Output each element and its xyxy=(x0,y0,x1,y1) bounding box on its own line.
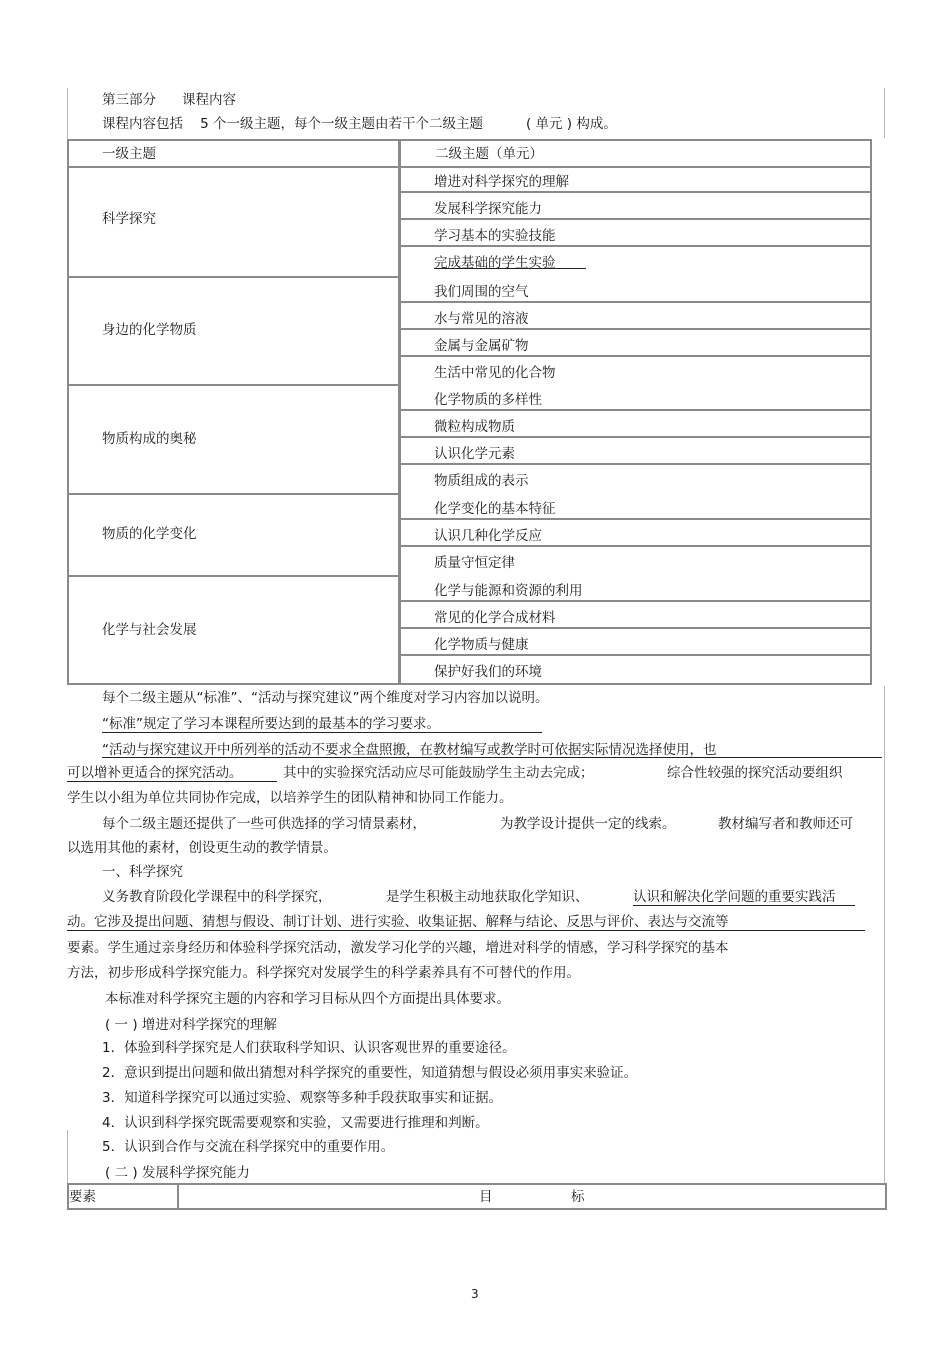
subtopic-row xyxy=(400,520,872,547)
left-margin-line xyxy=(67,88,68,140)
para-inquiry-line1a: 义务教育阶段化学课程中的科学探究， xyxy=(102,889,332,905)
part-label: 第三部分 xyxy=(102,92,156,108)
subtopic-label: 生活中常见的化合物 xyxy=(434,365,556,381)
subtopic-row xyxy=(400,575,872,602)
subtopic-label: 水与常见的溶液 xyxy=(434,311,529,327)
para-materials-line1a: 每个二级主题还提供了一些可供选择的学习情景素材， xyxy=(102,816,426,832)
section-label: 课程内容 xyxy=(182,92,236,108)
para-inquiry-line3: 要素。学生通过亲身经历和体验科学探究活动，激发学习化学的兴趣，增进对科学的情感，学习科学探究的基本 xyxy=(67,940,729,956)
subtopic-row xyxy=(400,276,872,303)
left-margin-line-lower xyxy=(67,1130,68,1183)
para-materials-line1b: 为教学设计提供一定的线索。 xyxy=(500,816,676,832)
subtopic-label: 常见的化学合成材料 xyxy=(434,610,556,626)
col-goal-a: 目 xyxy=(479,1189,493,1205)
right-margin-line-lower xyxy=(884,686,885,1183)
para-materials-line1c: 教材编写者和教师还可 xyxy=(718,816,853,832)
group-cell xyxy=(67,166,400,278)
subtopic-label: 化学变化的基本特征 xyxy=(434,501,556,517)
subtopic-row xyxy=(400,166,872,193)
underline-mark xyxy=(102,732,542,733)
list-item: 3．知道科学探究可以通过实验、观察等多种手段获取事实和证据。 xyxy=(102,1090,503,1106)
para-activity-line2c: 综合性较强的探究活动要组织 xyxy=(667,765,843,781)
subtopic-label: 保护好我们的环境 xyxy=(434,664,542,680)
subtopic-label: 化学物质与健康 xyxy=(434,637,529,653)
col2-header: 二级主题（单元） xyxy=(435,146,543,162)
subtopic-row xyxy=(400,656,872,683)
subtopic-row xyxy=(400,602,872,629)
subtopic-label: 质量守恒定律 xyxy=(434,555,515,571)
topic-table xyxy=(67,139,872,685)
subtopic-label: 认识化学元素 xyxy=(434,446,515,462)
subsection-heading-2: ( 二 ) 发展科学探究能力 xyxy=(105,1165,250,1181)
page-number: 3 xyxy=(471,1287,479,1301)
subtopic-row xyxy=(400,220,872,247)
subtopic-row xyxy=(400,438,872,465)
subtopic-row xyxy=(400,384,872,411)
subtopic-row xyxy=(400,493,872,520)
subtopic-label: 增进对科学探究的理解 xyxy=(434,174,569,190)
para-inquiry-line1b: 是学生积极主动地获取化学知识、 xyxy=(386,889,589,905)
para-materials-line2: 以选用其他的素材，创设更生动的教学情景。 xyxy=(67,840,337,856)
header-cell-level2 xyxy=(400,139,872,168)
underline-mark xyxy=(102,757,882,758)
subtopic-label: 微粒构成物质 xyxy=(434,419,515,435)
group-name: 物质的化学变化 xyxy=(102,526,197,542)
subtopic-label: 物质组成的表示 xyxy=(434,473,529,489)
subtopic-row xyxy=(400,465,872,492)
para-activity-line2b: 其中的实验探究活动应尽可能鼓励学生主动去完成； xyxy=(283,765,594,781)
para-standard: “标准”规定了学习本课程所要达到的最基本的学习要求。 xyxy=(102,716,440,732)
para-activity-line1: “活动与探究建议开中所列举的活动不要求全盘照搬，在教材编写或教学时可依据实际情况选择使用，也 xyxy=(102,742,717,758)
subtopic-row xyxy=(400,411,872,438)
list-item: 2．意识到提出问题和做出猜想对科学探究的重要性，知道猜想与假设必须用事实来验证。 xyxy=(102,1065,638,1081)
right-margin-line xyxy=(884,88,885,138)
group-cell xyxy=(67,276,400,386)
list-item: 4．认识到科学探究既需要观察和实验，又需要进行推理和判断。 xyxy=(102,1115,489,1131)
list-item: 1．体验到科学探究是人们获取科学知识、认识客观世界的重要途径。 xyxy=(102,1040,516,1056)
para-inquiry-line2: 动。它涉及提出问题、猜想与假设、制订计划、进行实验、收集证据、解释与结论、反思与评价、表达与交流等 xyxy=(67,914,729,930)
column-divider xyxy=(177,1185,179,1208)
group-name: 科学探究 xyxy=(102,211,156,227)
group-name: 化学与社会发展 xyxy=(102,622,197,638)
subtopic-label: 发展科学探究能力 xyxy=(434,201,542,217)
group-name: 身边的化学物质 xyxy=(102,322,197,338)
para-requirements: 本标准对科学探究主题的内容和学习目标从四个方面提出具体要求。 xyxy=(105,991,510,1007)
subtopic-row xyxy=(400,629,872,656)
group-cell xyxy=(67,493,400,577)
subtopic-row xyxy=(400,547,872,574)
subtopic-label: 完成基础的学生实验 xyxy=(434,255,556,271)
group-name: 物质构成的奥秘 xyxy=(102,431,197,447)
col-goal-b: 标 xyxy=(571,1189,585,1205)
subtopic-label: 金属与金属矿物 xyxy=(434,338,529,354)
underline-mark xyxy=(434,268,586,269)
col-element: 要素 xyxy=(69,1189,96,1205)
requirement-table xyxy=(67,1183,887,1210)
subtopic-row xyxy=(400,357,872,384)
group-cell xyxy=(67,384,400,495)
subtopic-row xyxy=(400,247,872,274)
para-inquiry-line4: 方法，初步形成科学探究能力。科学探究对发展学生的科学素养具有不可替代的作用。 xyxy=(67,965,580,981)
subsection-heading-1: ( 一 ) 增进对科学探究的理解 xyxy=(105,1017,277,1033)
intro-text: 课程内容包括 5 个一级主题，每个一级主题由若干个二级主题 ( 单元 ) 构成。 xyxy=(102,116,617,132)
para-activity-line2a: 可以增补更适合的探究活动。 xyxy=(67,765,243,781)
subtopic-label: 我们周围的空气 xyxy=(434,284,529,300)
para-dimensions: 每个二级主题从“标准”、“活动与探究建议”两个维度对学习内容加以说明。 xyxy=(102,690,549,706)
group-cell xyxy=(67,575,400,685)
subtopic-row xyxy=(400,303,872,330)
para-inquiry-line1c: 认识和解决化学问题的重要实践活 xyxy=(633,889,836,905)
underline-mark xyxy=(67,781,277,782)
section-heading: 一、科学探究 xyxy=(102,864,183,880)
list-item: 5．认识到合作与交流在科学探究中的重要作用。 xyxy=(102,1139,395,1155)
col1-header: 一级主题 xyxy=(102,146,156,162)
subtopic-row xyxy=(400,330,872,357)
subtopic-label: 化学物质的多样性 xyxy=(434,392,542,408)
header-cell-level1 xyxy=(67,139,400,168)
para-activity-line3: 学生以小组为单位共同协作完成，以培养学生的团队精神和协同工作能力。 xyxy=(67,790,513,806)
subtopic-label: 化学与能源和资源的利用 xyxy=(434,583,583,599)
subtopic-label: 认识几种化学反应 xyxy=(434,528,542,544)
underline-mark xyxy=(633,905,855,906)
part-heading xyxy=(102,91,236,109)
underline-mark xyxy=(67,930,865,931)
subtopic-row xyxy=(400,193,872,220)
subtopic-label: 学习基本的实验技能 xyxy=(434,228,556,244)
